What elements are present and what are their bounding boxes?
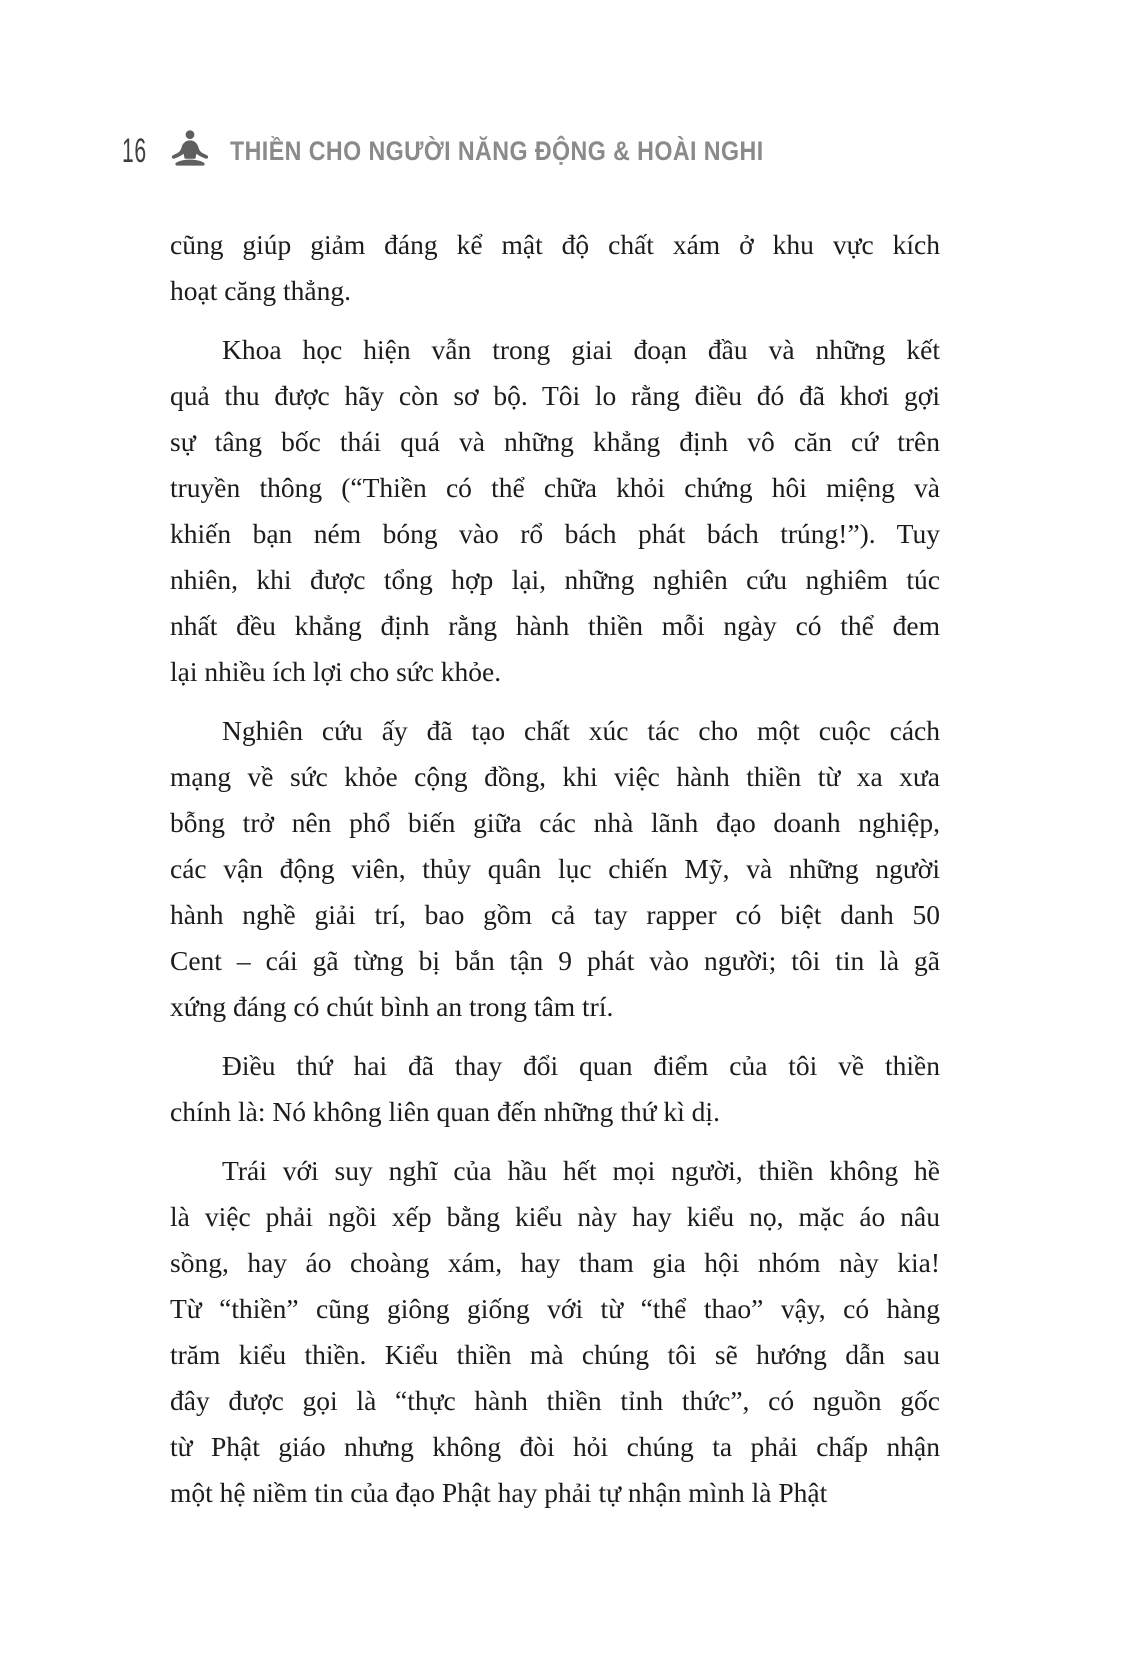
text-line: là việc phải ngồi xếp bằng kiểu này hay kiểu nọ, mặc áo nâu bbox=[170, 1201, 940, 1232]
text-line: Nghiên cứu ấy đã tạo chất xúc tác cho một cuộc cách bbox=[222, 715, 940, 746]
text-line: cũng giúp giảm đáng kể mật độ chất xám ở khu vực kích bbox=[170, 229, 940, 260]
meditation-icon bbox=[168, 129, 212, 173]
text-line: Trái với suy nghĩ của hầu hết mọi người, thiền không hề bbox=[222, 1155, 940, 1186]
running-head-title: THIỀN CHO NGƯỜI NĂNG ĐỘNG & HOÀI NGHI bbox=[230, 135, 764, 166]
text-line: bỗng trở nên phổ biến giữa các nhà lãnh đạo doanh nghiệp, bbox=[170, 807, 940, 838]
text-line: Điều thứ hai đã thay đổi quan điểm của tôi về thiền bbox=[222, 1050, 940, 1081]
text-line: từ Phật giáo nhưng không đòi hỏi chúng ta phải chấp nhận bbox=[170, 1431, 940, 1462]
page-number: 16 bbox=[122, 131, 147, 170]
page-body bbox=[170, 222, 940, 1529]
text-line: mạng về sức khỏe cộng đồng, khi việc hành thiền từ xa xưa bbox=[170, 761, 940, 792]
text-line: Cent – cái gã từng bị bắn tận 9 phát vào người; tôi tin là gã bbox=[170, 945, 940, 976]
text-line: nhất đều khẳng định rằng hành thiền mỗi ngày có thể đem bbox=[170, 610, 940, 641]
text-line: xứng đáng có chút bình an trong tâm trí. bbox=[170, 991, 614, 1022]
text-line: chính là: Nó không liên quan đến những thứ kì dị. bbox=[170, 1096, 720, 1127]
text-line: đây được gọi là “thực hành thiền tỉnh thức”, có nguồn gốc bbox=[170, 1385, 940, 1416]
text-line: Khoa học hiện vẫn trong giai đoạn đầu và những kết bbox=[222, 334, 940, 365]
text-line: truyền thông (“Thiền có thể chữa khỏi chứng hôi miệng và bbox=[170, 472, 940, 503]
text-line: các vận động viên, thủy quân lục chiến Mỹ, và những người bbox=[170, 853, 940, 884]
paragraph bbox=[170, 327, 940, 695]
text-line: một hệ niềm tin của đạo Phật hay phải tự nhận mình là Phật bbox=[170, 1477, 828, 1508]
text-line: hành nghề giải trí, bao gồm cả tay rapper có biệt danh 50 bbox=[170, 899, 940, 930]
paragraph bbox=[170, 1043, 940, 1135]
text-line: nhiên, khi được tổng hợp lại, những nghiên cứu nghiêm túc bbox=[170, 564, 940, 595]
text-line: sự tâng bốc thái quá và những khẳng định vô căn cứ trên bbox=[170, 426, 940, 457]
text-line: trăm kiểu thiền. Kiểu thiền mà chúng tôi sẽ hướng dẫn sau bbox=[170, 1339, 940, 1370]
paragraph bbox=[170, 708, 940, 1030]
text-line: quả thu được hãy còn sơ bộ. Tôi lo rằng điều đó đã khơi gợi bbox=[170, 380, 940, 411]
paragraph bbox=[170, 222, 940, 314]
page-header bbox=[122, 128, 850, 174]
text-line: hoạt căng thẳng. bbox=[170, 275, 351, 306]
text-line: Từ “thiền” cũng giông giống với từ “thể thao” vậy, có hàng bbox=[170, 1293, 940, 1324]
text-line: lại nhiều ích lợi cho sức khỏe. bbox=[170, 656, 502, 687]
paragraph bbox=[170, 1148, 940, 1516]
text-line: sồng, hay áo choàng xám, hay tham gia hội nhóm này kia! bbox=[170, 1247, 940, 1278]
text-line: khiến bạn ném bóng vào rổ bách phát bách trúng!”). Tuy bbox=[170, 518, 940, 549]
